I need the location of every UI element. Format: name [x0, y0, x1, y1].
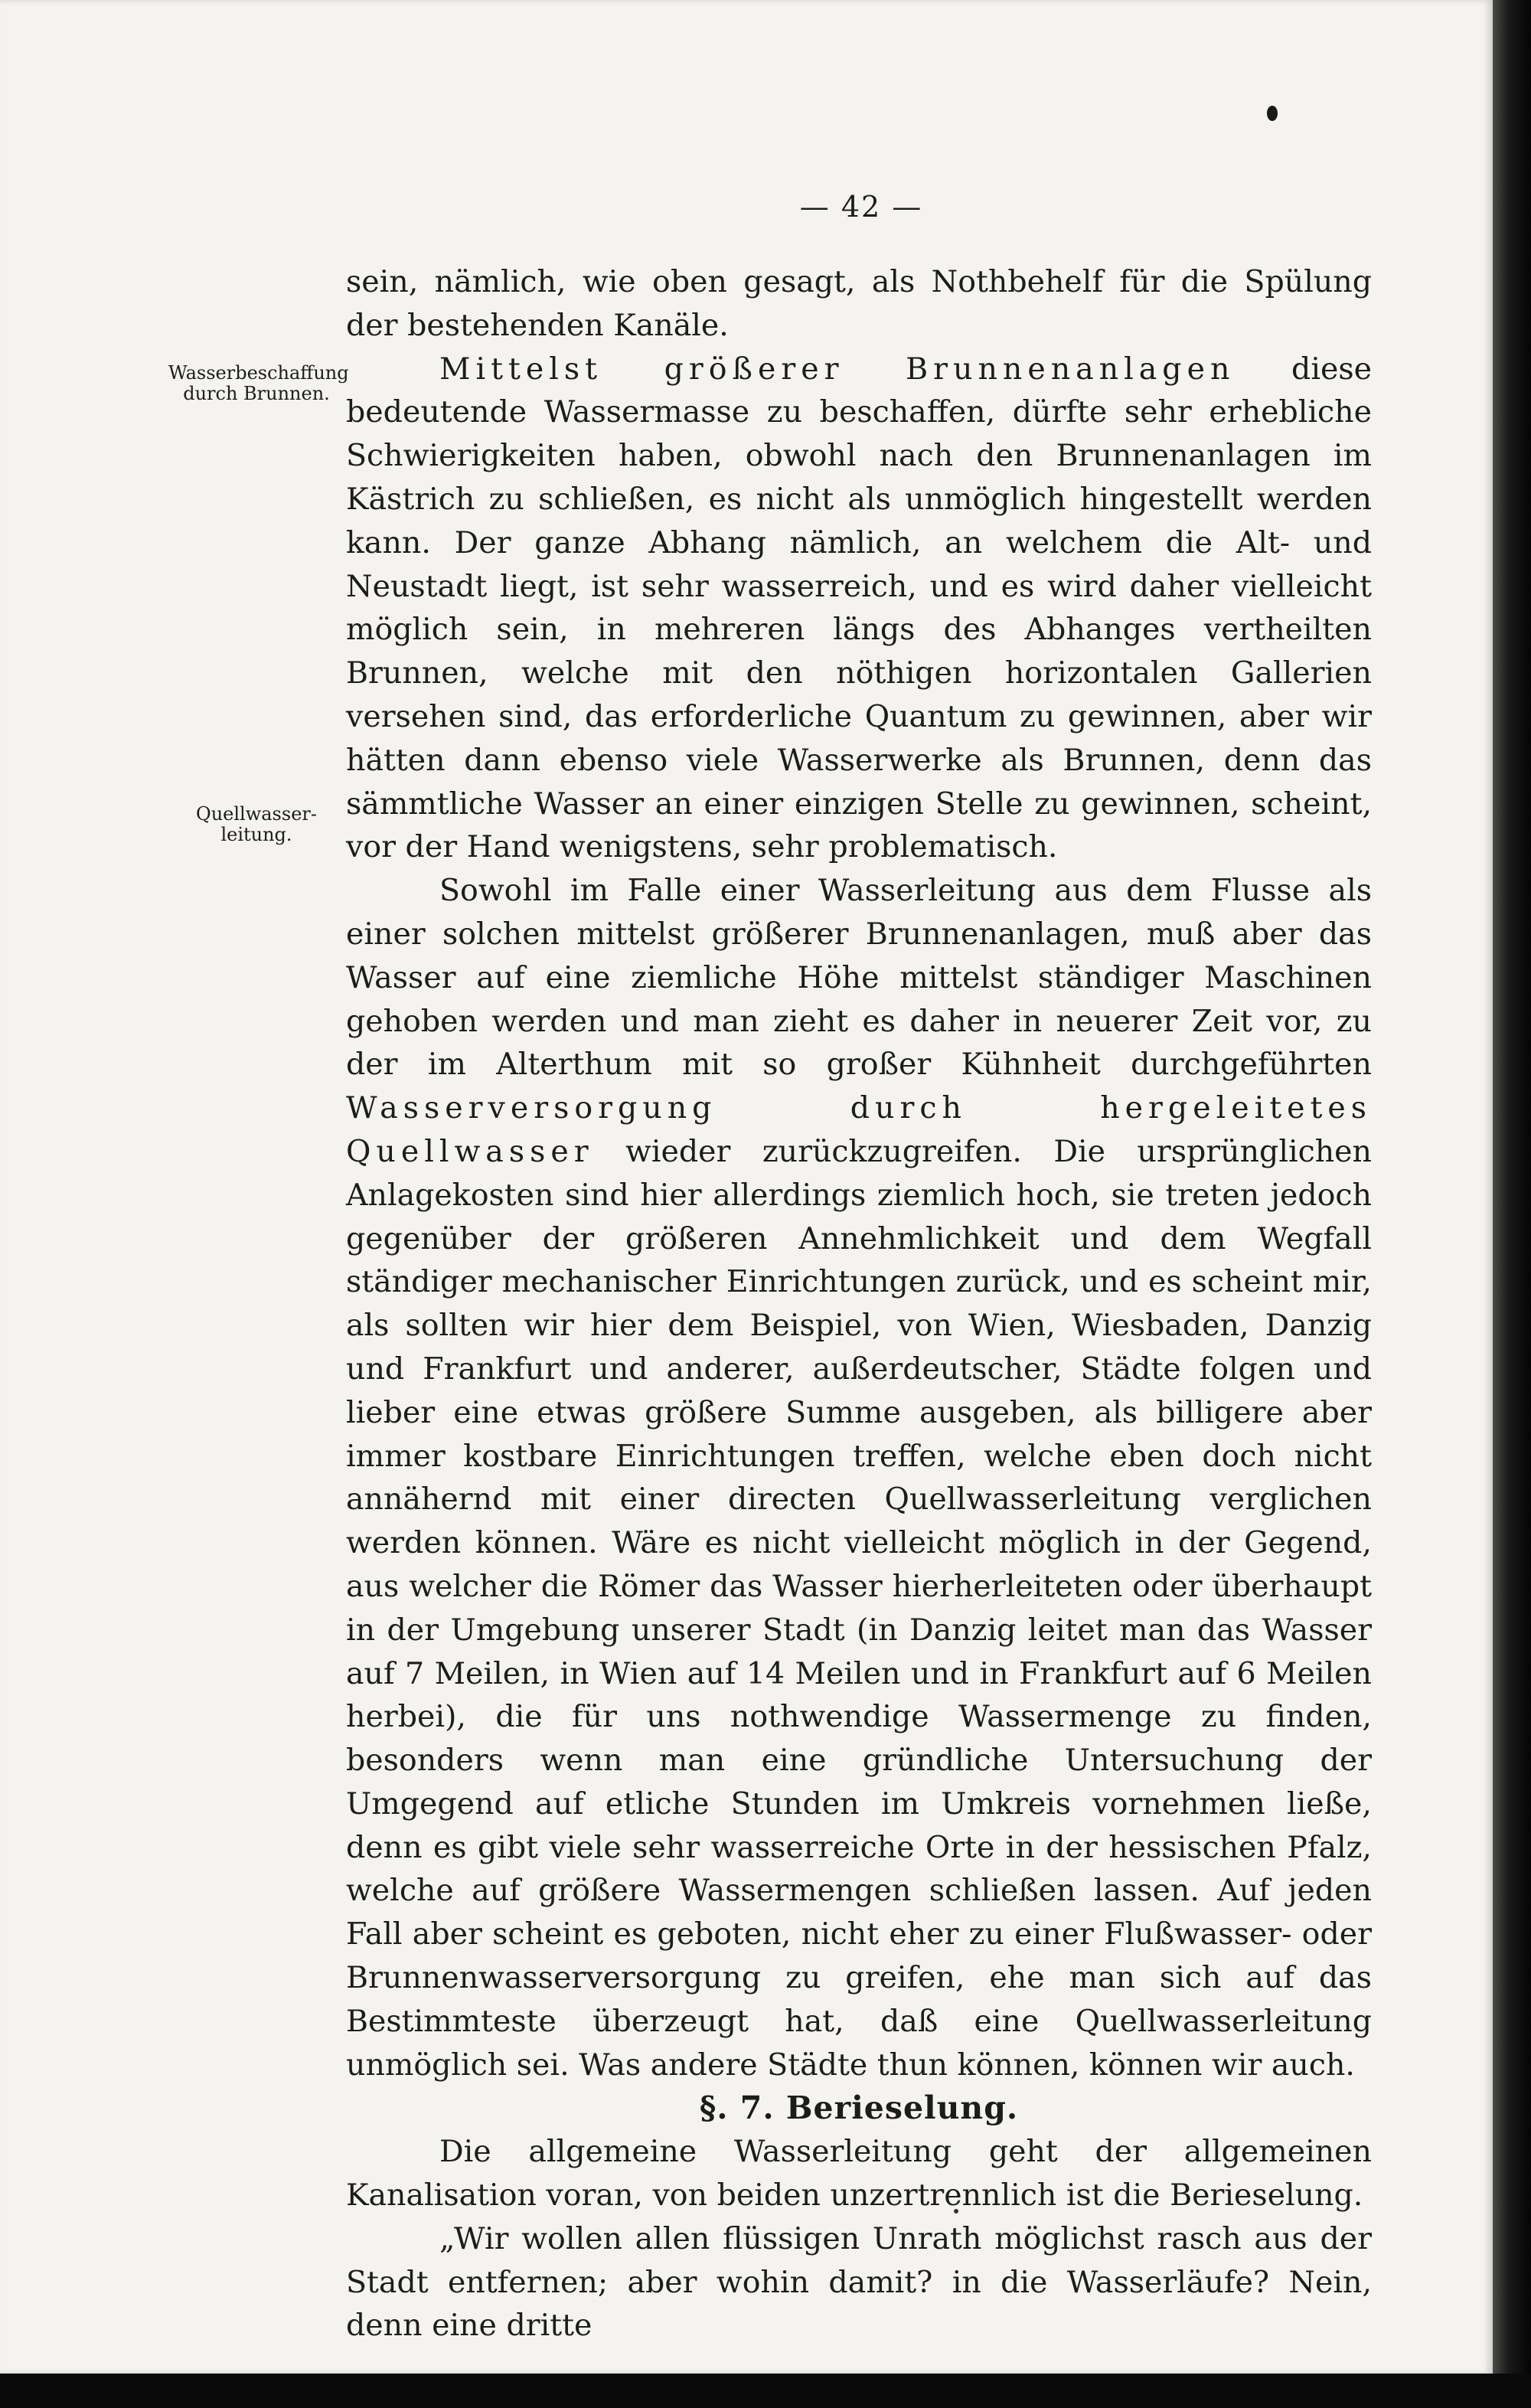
paragraph-springs: [346, 869, 1372, 2086]
emphasis-wells: Mittelst größerer Brunnenanlagen: [439, 351, 1236, 387]
section-heading: §. 7. Berieselung.: [699, 2089, 1019, 2127]
ink-spot: [1267, 106, 1278, 121]
scan-edge-bottom: [0, 2374, 1531, 2408]
paragraph-wells-text: diese bedeutende Wassermasse zu beschaffen, dürfte sehr erhebliche Schwierigkeiten haben, obwohl nach den Brunnenanlagen im Kästrich zu schließen, es nicht als unmöglich hingestellt werden kann. Der ganze Abhang nämlich, an welchem die Alt- und Neustadt liegt, ist sehr wasserreich, und es wird daher vielleicht möglich sein, in mehreren längs des Abhanges vertheilten Brunnen, welche mit den nöthigen horizontalen Gallerien versehen sind, das erforderliche Quantum zu gewinnen, aber wir hätten dann ebenso viele Wasserwerke als Brunnen, denn das sämmtliche Wasser an einer einzigen Stelle zu gewinnen, scheint, vor der Hand wenigstens, sehr problematisch.: [346, 351, 1372, 865]
emphasis-springs: Wasserversorgung durch hergeleitetes Quellwasser: [346, 1090, 1372, 1169]
scan-edge-right: [1493, 0, 1531, 2408]
body-text: [346, 260, 1372, 2348]
paragraph-springs-text-b: wieder zurückzugreifen. Die ursprünglichen Anlagekosten sind hier allerdings ziemlich hoch, sie treten jedoch gegenüber der größeren Annehmlichkeit und dem Wegfall ständiger mechanischer Einrichtungen zurück, und es scheint mir, als sollten wir hier dem Beispiel, von Wien, Wiesbaden, Danzig und Frankfurt und anderer, außerdeutscher, Städte folgen und lieber eine etwas größere Summe ausgeben, als billigere aber immer kostbare Einrichtungen treffen, welche eben doch nicht annähernd mit einer directen Quellwasserleitung verglichen werden können. Wäre es nicht vielleicht möglich in der Gegend, aus welcher die Römer das Wasser hierherleiteten oder überhaupt in der Umgebung unserer Stadt (in Danzig leitet man das Wasser auf 7 Meilen, in Wien auf 14 Meilen und in Frankfurt auf 6 Meilen herbei), die für uns nothwendige Wassermenge zu finden, besonders wenn man eine gründliche Untersuchung der Umgegend auf etliche Stunden im Umkreis vornehmen ließe, denn es gibt viele sehr wasserreiche Orte in der hessischen Pfalz, welche auf größere Wassermengen schließen lassen. Auf jeden Fall aber scheint es geboten, nicht eher zu einer Flußwasser- oder Brunnenwasserversorgung zu greifen, ehe man sich auf das Bestimmteste überzeugt hat, daß eine Quellwasserleitung unmöglich sei. Was andere Städte thun können, können wir auch.: [346, 1133, 1372, 2083]
paragraph-wells: [346, 348, 1372, 870]
paragraph-continuation: sein, nämlich, wie oben gesagt, als Nothbehelf für die Spülung der bestehenden Kanäle.: [346, 264, 1372, 343]
paragraph-irrigation: Die allgemeine Wasserleitung geht der allgemeinen Kanalisation voran, von beiden unzertrennlich ist die Berieselung.: [346, 2134, 1372, 2214]
margin-note-springs: Quellwasser-leitung.: [196, 803, 317, 845]
paragraph-springs-text-a: Sowohl im Falle einer Wasserleitung aus dem Flusse als einer solchen mittelst größerer Brunnenanlagen, muß aber das Wasser auf eine ziemliche Höhe mittelst ständiger Maschinen gehoben werden und man zieht es daher in neuerer Zeit vor, zu der im Alterthum mit so großer Kühnheit durchgeführten: [346, 873, 1372, 1083]
paragraph-quote: „Wir wollen allen flüssigen Unrath möglichst rasch aus der Stadt entfernen; aber wohin damit? in die Wasserläufe? Nein, denn eine dritte: [346, 2220, 1372, 2344]
page-number: — 42 —: [799, 190, 923, 224]
margin-note-wells: Wasserbeschaffung durch Brunnen.: [168, 362, 349, 404]
